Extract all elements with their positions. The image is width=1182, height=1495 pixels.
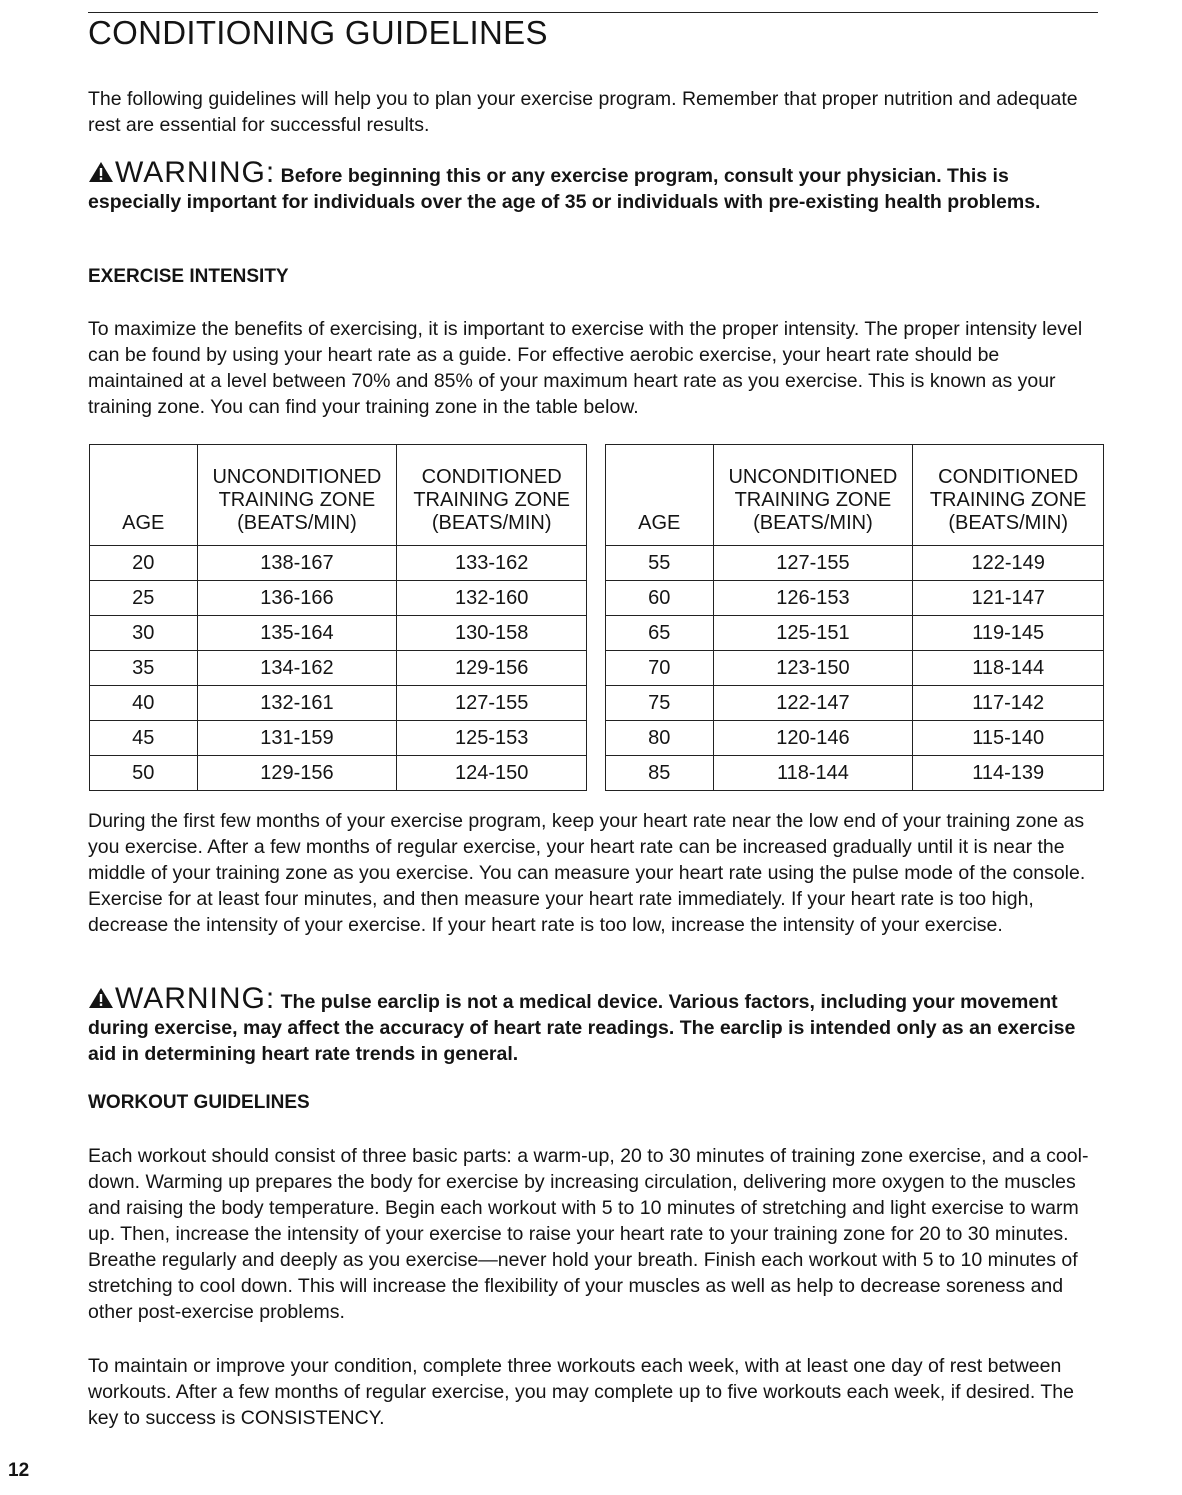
table-row <box>90 581 587 616</box>
table-row <box>90 756 587 791</box>
conditioned-cell: 114-139 <box>913 756 1104 791</box>
workout-guidelines-heading: WORKOUT GUIDELINES <box>88 1092 310 1113</box>
table-row <box>606 651 1104 686</box>
table-row <box>606 616 1104 651</box>
training-zone-table-left <box>89 444 587 791</box>
warning-physician <box>88 156 1100 215</box>
table-row <box>606 721 1104 756</box>
unconditioned-header: UNCONDITIONED TRAINING ZONE (BEATS/MIN) <box>197 445 397 546</box>
table-row <box>606 546 1104 581</box>
warning-text: Before beginning this or any exercise program, consult your physician. This is especially important for individuals over the age of 35 or individuals with pre-existing health problems. <box>88 165 1041 213</box>
age-header: AGE <box>606 445 714 546</box>
conditioned-cell: 115-140 <box>913 721 1104 756</box>
unconditioned-cell: 127-155 <box>713 546 913 581</box>
conditioned-cell: 118-144 <box>913 651 1104 686</box>
age-cell: 75 <box>606 686 714 721</box>
age-cell: 20 <box>90 546 198 581</box>
unconditioned-cell: 132-161 <box>197 686 397 721</box>
workout-paragraph-2: To maintain or improve your condition, complete three workouts each week, with at least one day of rest between workouts. After a few months of regular exercise, you may complete up to five workouts each week, if desired. The key to success is CONSISTENCY. <box>88 1355 1074 1429</box>
age-cell: 50 <box>90 756 198 791</box>
table-row <box>606 581 1104 616</box>
unconditioned-cell: 131-159 <box>197 721 397 756</box>
age-cell: 30 <box>90 616 198 651</box>
conditioned-cell: 133-162 <box>397 546 587 581</box>
table-row <box>90 651 587 686</box>
age-cell: 70 <box>606 651 714 686</box>
table-row <box>90 686 587 721</box>
unconditioned-cell: 122-147 <box>713 686 913 721</box>
age-cell: 40 <box>90 686 198 721</box>
unconditioned-cell: 118-144 <box>713 756 913 791</box>
conditioned-cell: 117-142 <box>913 686 1104 721</box>
age-cell: 55 <box>606 546 714 581</box>
after-table-paragraph: During the first few months of your exercise program, keep your heart rate near the low end of your training zone as you exercise. After a few months of regular exercise, your heart rate can be increased gradually until it is near the middle of your training zone as you exercise. You can measure your heart rate using the pulse mode of the console. Exercise for at least four minutes, and then measure your heart rate immediately. If your heart rate is too high, decrease the intensity of your exercise. If your heart rate is too low, increase the intensity of your exercise. <box>88 810 1086 936</box>
table-row <box>90 546 587 581</box>
age-cell: 45 <box>90 721 198 756</box>
top-rule <box>88 12 1098 13</box>
warning-label: WARNING: <box>115 982 276 1015</box>
age-cell: 35 <box>90 651 198 686</box>
table-row <box>606 686 1104 721</box>
age-cell: 60 <box>606 581 714 616</box>
warning-triangle-icon <box>88 161 114 183</box>
table-row <box>90 721 587 756</box>
unconditioned-cell: 120-146 <box>713 721 913 756</box>
unconditioned-cell: 134-162 <box>197 651 397 686</box>
exercise-intensity-heading: EXERCISE INTENSITY <box>88 266 289 287</box>
age-cell: 80 <box>606 721 714 756</box>
conditioned-cell: 124-150 <box>397 756 587 791</box>
unconditioned-cell: 129-156 <box>197 756 397 791</box>
unconditioned-cell: 136-166 <box>197 581 397 616</box>
age-cell: 65 <box>606 616 714 651</box>
table-row <box>606 756 1104 791</box>
unconditioned-header: UNCONDITIONED TRAINING ZONE (BEATS/MIN) <box>713 445 913 546</box>
conditioned-cell: 130-158 <box>397 616 587 651</box>
conditioned-header: CONDITIONED TRAINING ZONE (BEATS/MIN) <box>397 445 587 546</box>
page-title: CONDITIONING GUIDELINES <box>88 14 548 51</box>
conditioned-cell: 119-145 <box>913 616 1104 651</box>
conditioned-cell: 127-155 <box>397 686 587 721</box>
warning-label: WARNING: <box>115 156 276 189</box>
training-zone-table-right <box>605 444 1104 791</box>
workout-paragraph-1: Each workout should consist of three basic parts: a warm-up, 20 to 30 minutes of training zone exercise, and a cool-down. Warming up prepares the body for exercise by increasing circulation, delivering more oxygen to the muscles and raising the body temperature. Begin each workout with 5 to 10 minutes of stretching and light exercise to warm up. Then, increase the intensity of your exercise to raise your heart rate to your training zone for 20 to 30 minutes. Breathe regularly and deeply as you exercise—never hold your breath. Finish each workout with 5 to 10 minutes of stretching to cool down. This will increase the flexibility of your muscles as well as help to decrease soreness and other post-exercise problems. <box>88 1145 1089 1323</box>
conditioned-cell: 132-160 <box>397 581 587 616</box>
conditioned-cell: 122-149 <box>913 546 1104 581</box>
unconditioned-cell: 123-150 <box>713 651 913 686</box>
conditioned-cell: 121-147 <box>913 581 1104 616</box>
warning-text: The pulse earclip is not a medical device. Various factors, including your movement during exercise, may affect the accuracy of heart rate readings. The earclip is intended only as an exercise aid in determining heart rate trends in general. <box>88 991 1076 1065</box>
age-cell: 85 <box>606 756 714 791</box>
conditioned-cell: 125-153 <box>397 721 587 756</box>
unconditioned-cell: 135-164 <box>197 616 397 651</box>
intro-paragraph: The following guidelines will help you to plan your exercise program. Remember that proper nutrition and adequate rest are essential for successful results. <box>88 88 1078 136</box>
conditioned-cell: 129-156 <box>397 651 587 686</box>
unconditioned-cell: 126-153 <box>713 581 913 616</box>
conditioned-header: CONDITIONED TRAINING ZONE (BEATS/MIN) <box>913 445 1104 546</box>
unconditioned-cell: 138-167 <box>197 546 397 581</box>
intensity-paragraph: To maximize the benefits of exercising, it is important to exercise with the proper intensity. The proper intensity level can be found by using your heart rate as a guide. For effective aerobic exercise, your heart rate should be maintained at a level between 70% and 85% of your maximum heart rate as you exercise. This is known as your training zone. You can find your training zone in the table below. <box>88 318 1083 418</box>
table-row <box>90 616 587 651</box>
age-cell: 25 <box>90 581 198 616</box>
warning-triangle-icon <box>88 987 114 1009</box>
age-header: AGE <box>90 445 198 546</box>
warning-earclip <box>88 982 1100 1067</box>
page-number: 12 <box>8 1460 30 1481</box>
unconditioned-cell: 125-151 <box>713 616 913 651</box>
